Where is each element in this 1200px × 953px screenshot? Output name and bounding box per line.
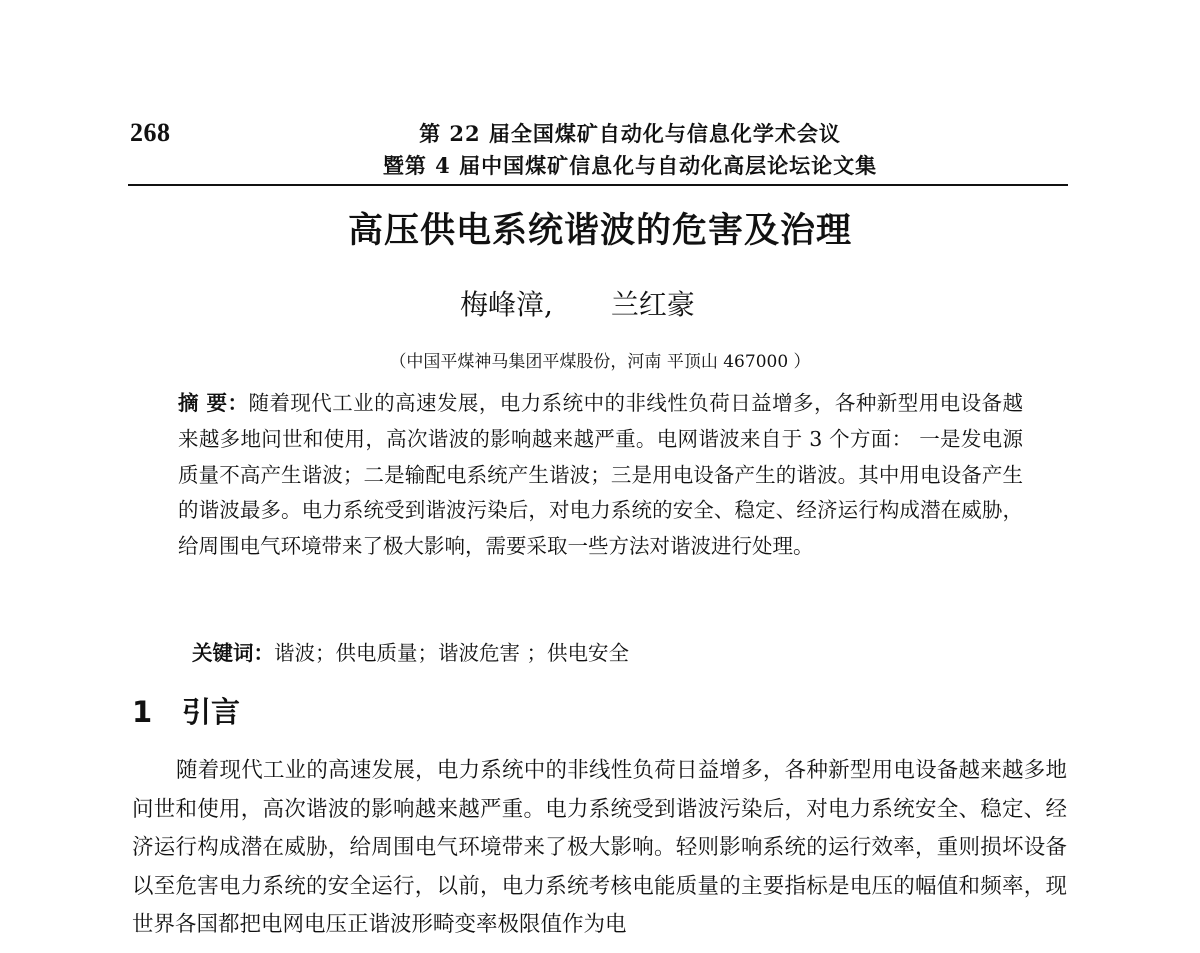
header-rule (128, 184, 1068, 186)
abstract (178, 386, 1023, 565)
running-head-line-2: 暨第 4 届中国煤矿信息化与自动化高层论坛论文集 (382, 153, 878, 178)
keywords-label: 关键词： (192, 641, 274, 665)
section-title: 引言 (182, 695, 241, 729)
running-head-line-1: 第 22 届全国煤矿自动化与信息化学术会议 (419, 121, 841, 146)
page-number: 268 (130, 118, 171, 147)
abstract-label: 摘 要： (178, 391, 249, 415)
affiliation: （中国平煤神马集团平煤股份，河南 平顶山 467000 ） (389, 352, 811, 372)
body-paragraph: 随着现代工业的高速发展，电力系统中的非线性负荷日益增多，各种新型用电设备越来越多地问世和使用，高次谐波的影响越来越严重。电力系统受到谐波污染后，对电力系统安全、稳定、经济运行构成潜在威胁，给周围电气环境带来了极大影响。轻则影响系统的运行效率，重则损坏设备以至危害电力系统的安全运行，以前，电力系统考核电能质量的主要指标是电压的幅值和频率，现世界各国都把电网电压正谐波形畸变率极限值作为电 (132, 758, 1067, 937)
paper-title: 高压供电系统谐波的危害及治理 (347, 211, 852, 251)
section-number: 1 (132, 695, 153, 729)
authors (460, 283, 695, 323)
keywords (192, 636, 629, 666)
abstract-text: 随着现代工业的高速发展，电力系统中的非线性负荷日益增多，各种新型用电设备越来越多地问世和使用，高次谐波的影响越来越严重。电网谐波来自于 3 个方面： 一是发电源质量不高产生谐波；二是输配电系统产生谐波；三是用电设备产生的谐波。其中用电设备产生的谐波最多。电力系统受到谐波污染后，对电力系统的安全、稳定、经济运行构成潜在威胁，给周围电气环境带来了极大影响，需要采取一些方法对谐波进行处理。 (178, 391, 1024, 559)
author-2: 兰红豪 (610, 288, 695, 321)
keywords-text: 谐波；供电质量；谐波危害 ；供电安全 (274, 641, 630, 665)
author-1: 梅峰漳, (460, 288, 553, 321)
section-heading (132, 690, 240, 731)
